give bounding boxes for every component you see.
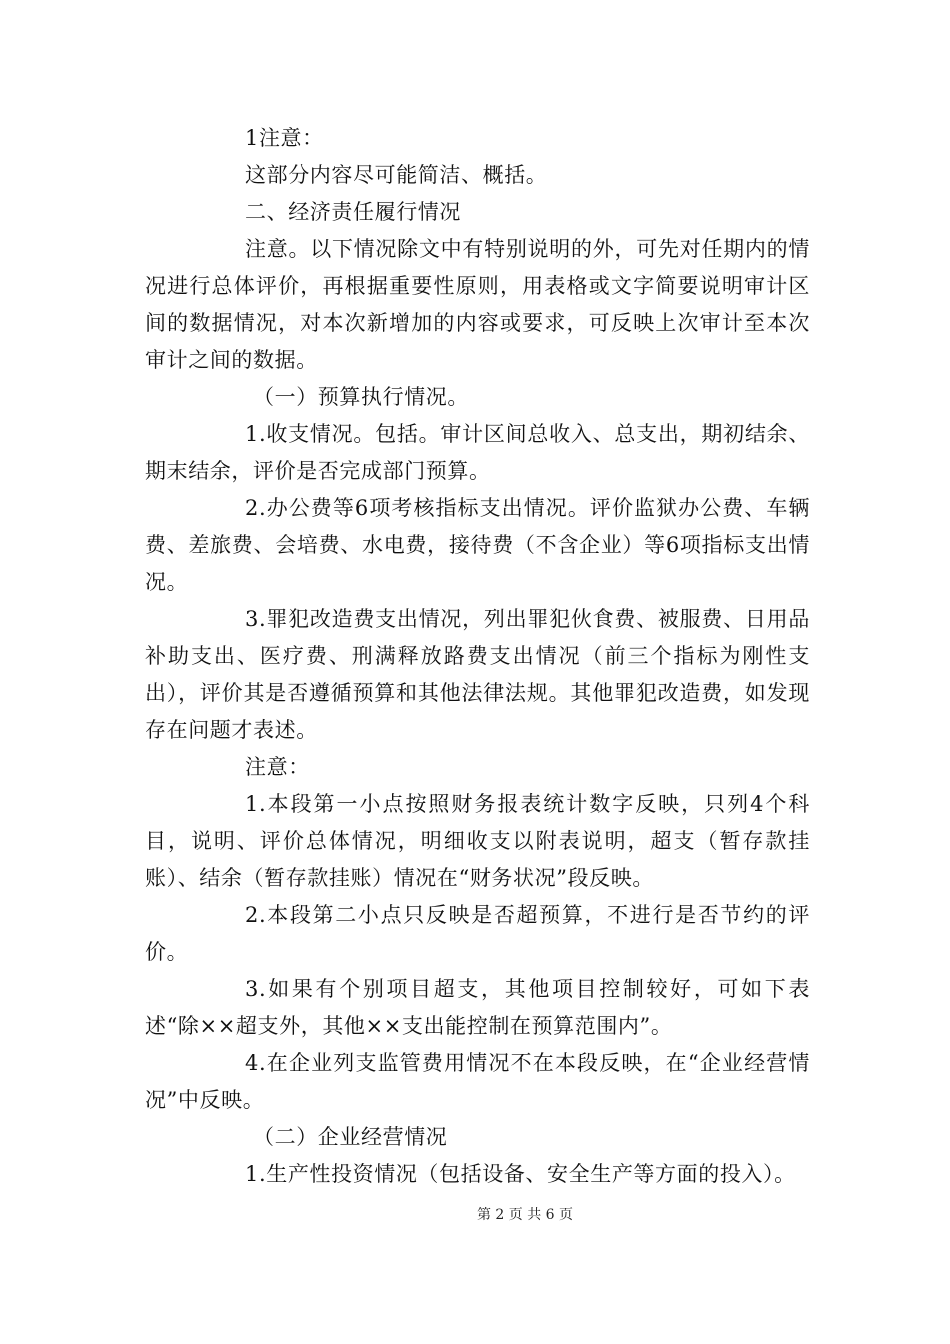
document-body <box>145 120 810 1193</box>
subsection-heading-budget: （一）预算执行情况。 <box>253 385 469 409</box>
paragraph-note-heading: 注意： <box>245 755 310 779</box>
paragraph-note-overview: 注意。以下情况除文中有特别说明的外，可先对任期内的情况进行总体评价，再根据重要性原则，用表格或文字简要说明审计区间的数据情况，对本次新增加的内容或要求，可反映上次审计至本次审计之间的数据。 <box>145 237 810 372</box>
paragraph-note-1: 1注意： <box>245 126 324 150</box>
paragraph-note-item-2: 2.本段第二小点只反映是否超预算，不进行是否节约的评价。 <box>145 903 810 964</box>
paragraph-income-expense: 1.收支情况。包括。审计区间总收入、总支出，期初结余、期末结余，评价是否完成部门预算。 <box>145 422 810 483</box>
paragraph-note-item-4: 4.在企业列支监管费用情况不在本段反映，在“企业经营情况”中反映。 <box>145 1051 810 1112</box>
paragraph-investment: 1.生产性投资情况（包括设备、安全生产等方面的投入）。 <box>245 1162 796 1186</box>
paragraph-six-indicators: 2.办公费等6项考核指标支出情况。评价监狱办公费、车辆费、差旅费、会培费、水电费，接待费（不含企业）等6项指标支出情况。 <box>145 496 810 594</box>
paragraph-note-item-3: 3.如果有个别项目超支，其他项目控制较好，可如下表述“除××超支外，其他××支出能控制在预算范围内”。 <box>145 977 810 1038</box>
section-heading-2: 二、经济责任履行情况 <box>245 200 461 224</box>
paragraph-note-item-1: 1.本段第一小点按照财务报表统计数字反映，只列4个科目，说明、评价总体情况，明细收支以附表说明，超支（暂存款挂账）、结余（暂存款挂账）情况在“财务状况”段反映。 <box>145 792 810 890</box>
paragraph-reform-costs: 3.罪犯改造费支出情况，列出罪犯伙食费、被服费、日用品补助支出、医疗费、刑满释放路费支出情况（前三个指标为刚性支出），评价其是否遵循预算和其他法律法规。其他罪犯改造费，如发现存在问题才表述。 <box>145 607 810 742</box>
subsection-heading-enterprise: （二）企业经营情况 <box>253 1125 448 1149</box>
page-number: 第 2 页 共 6 页 <box>476 1207 574 1223</box>
page-footer <box>0 1204 950 1224</box>
paragraph-brief: 这部分内容尽可能简洁、概括。 <box>245 163 548 187</box>
